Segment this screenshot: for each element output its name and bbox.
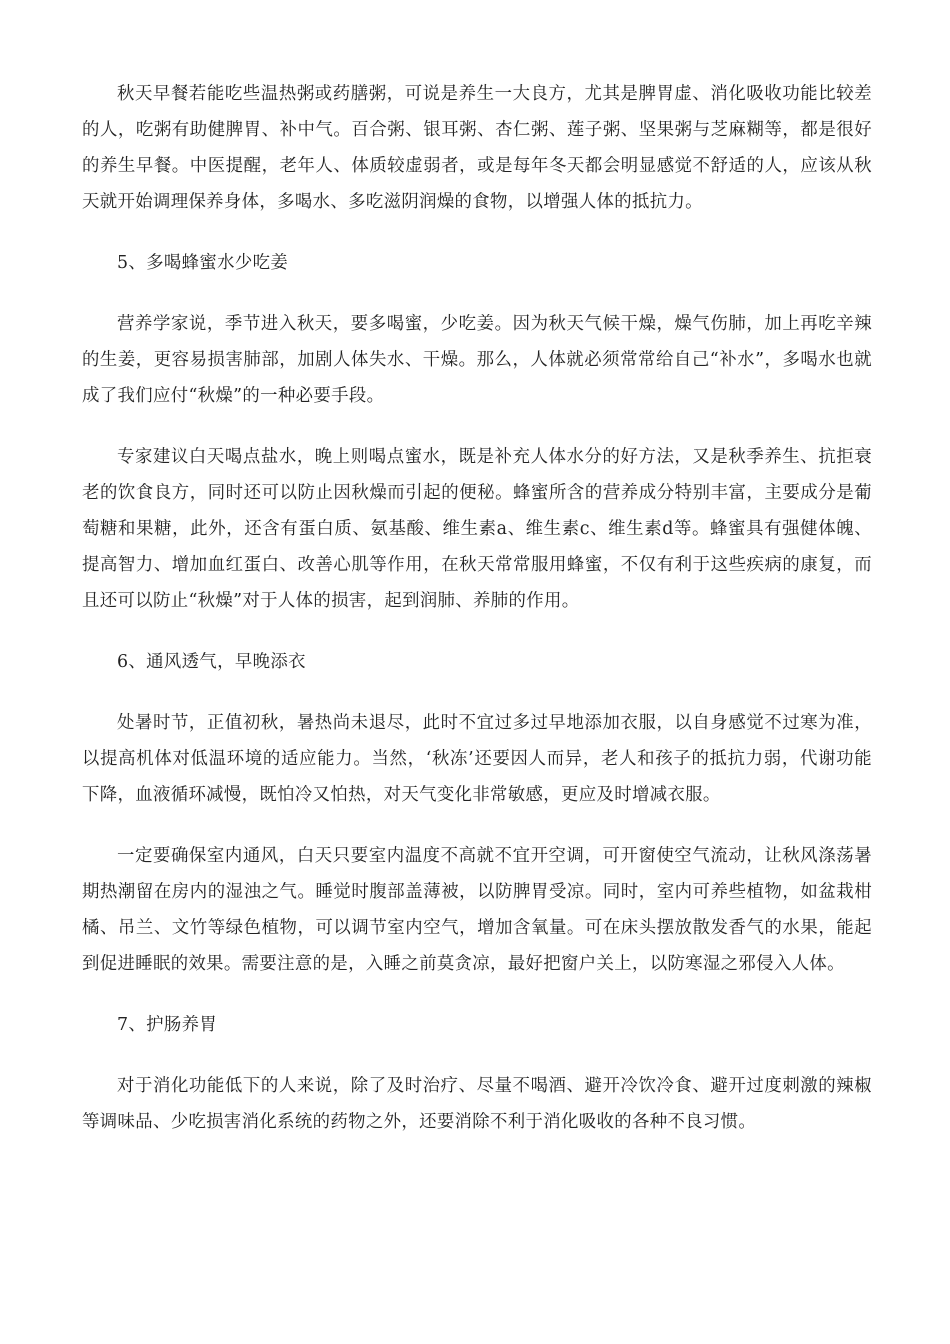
- heading-stomach-care: 7、护肠养胃: [117, 1015, 218, 1035]
- paragraph-breakfast-porridge: 秋天早餐若能吃些温热粥或药膳粥，可说是养生一大良方，尤其是脾胃虚、消化吸收功能比较差的人，吃粥有助健脾胃、补中气。百合粥、银耳粥、杏仁粥、莲子粥、坚果粥与芝麻糊等，都是很好的养生早餐。中医提醒，老年人、体质较虚弱者，或是每年冬天都会明显感觉不舒适的人，应该从秋天就开始调理保养身体，多喝水、多吃滋阴润燥的食物，以增强人体的抵抗力。: [82, 84, 872, 212]
- paragraph-room-ventilation: 一定要确保室内通风，白天只要室内温度不高就不宜开空调，可开窗使空气流动，让秋风涤荡暑期热潮留在房内的湿浊之气。睡觉时腹部盖薄被，以防脾胃受凉。同时，室内可养些植物，如盆栽柑橘、吊兰、文竹等绿色植物，可以调节室内空气，增加含氧量。可在床头摆放散发香气的水果，能起到促进睡眠的效果。需要注意的是，入睡之前莫贪凉，最好把窗户关上，以防寒湿之邪侵入人体。: [82, 846, 872, 974]
- heading-ventilation-clothing: 6、通风透气，早晚添衣: [117, 652, 306, 672]
- paragraph-clothing-adjust: 处暑时节，正值初秋，暑热尚未退尽，此时不宜过多过早地添加衣服，以自身感觉不过寒为准，以提高机体对低温环境的适应能力。当然，‘秋冻’还要因人而异，老人和孩子的抵抗力弱，代谢功能下降，血液循环减慢，既怕冷又怕热，对天气变化非常敏感，更应及时增减衣服。: [82, 713, 872, 805]
- document-body: [82, 76, 872, 1165]
- paragraph-salt-honey-water: 专家建议白天喝点盐水，晚上则喝点蜜水，既是补充人体水分的好方法，又是秋季养生、抗拒衰老的饮食良方，同时还可以防止因秋燥而引起的便秘。蜂蜜所含的营养成分特别丰富，主要成分是葡萄糖和果糖，此外，还含有蛋白质、氨基酸、维生素a、维生素c、维生素d等。蜂蜜具有强健体魄、提高智力、增加血红蛋白、改善心肌等作用，在秋天常常服用蜂蜜，不仅有利于这些疾病的康复，而且还可以防止“秋燥”对于人体的损害，起到润肺、养肺的作用。: [82, 447, 872, 611]
- paragraph-honey-less-ginger: 营养学家说，季节进入秋天，要多喝蜜，少吃姜。因为秋天气候干燥，燥气伤肺，加上再吃辛辣的生姜，更容易损害肺部，加剧人体失水、干燥。那么，人体就必须常常给自己“补水”，多喝水也就成了我们应付“秋燥”的一种必要手段。: [82, 314, 872, 406]
- heading-honey-water: 5、多喝蜂蜜水少吃姜: [117, 253, 289, 273]
- paragraph-digestion-habits: 对于消化功能低下的人来说，除了及时治疗、尽量不喝酒、避开冷饮冷食、避开过度刺激的辣椒等调味品、少吃损害消化系统的药物之外，还要消除不利于消化吸收的各种不良习惯。: [82, 1076, 872, 1132]
